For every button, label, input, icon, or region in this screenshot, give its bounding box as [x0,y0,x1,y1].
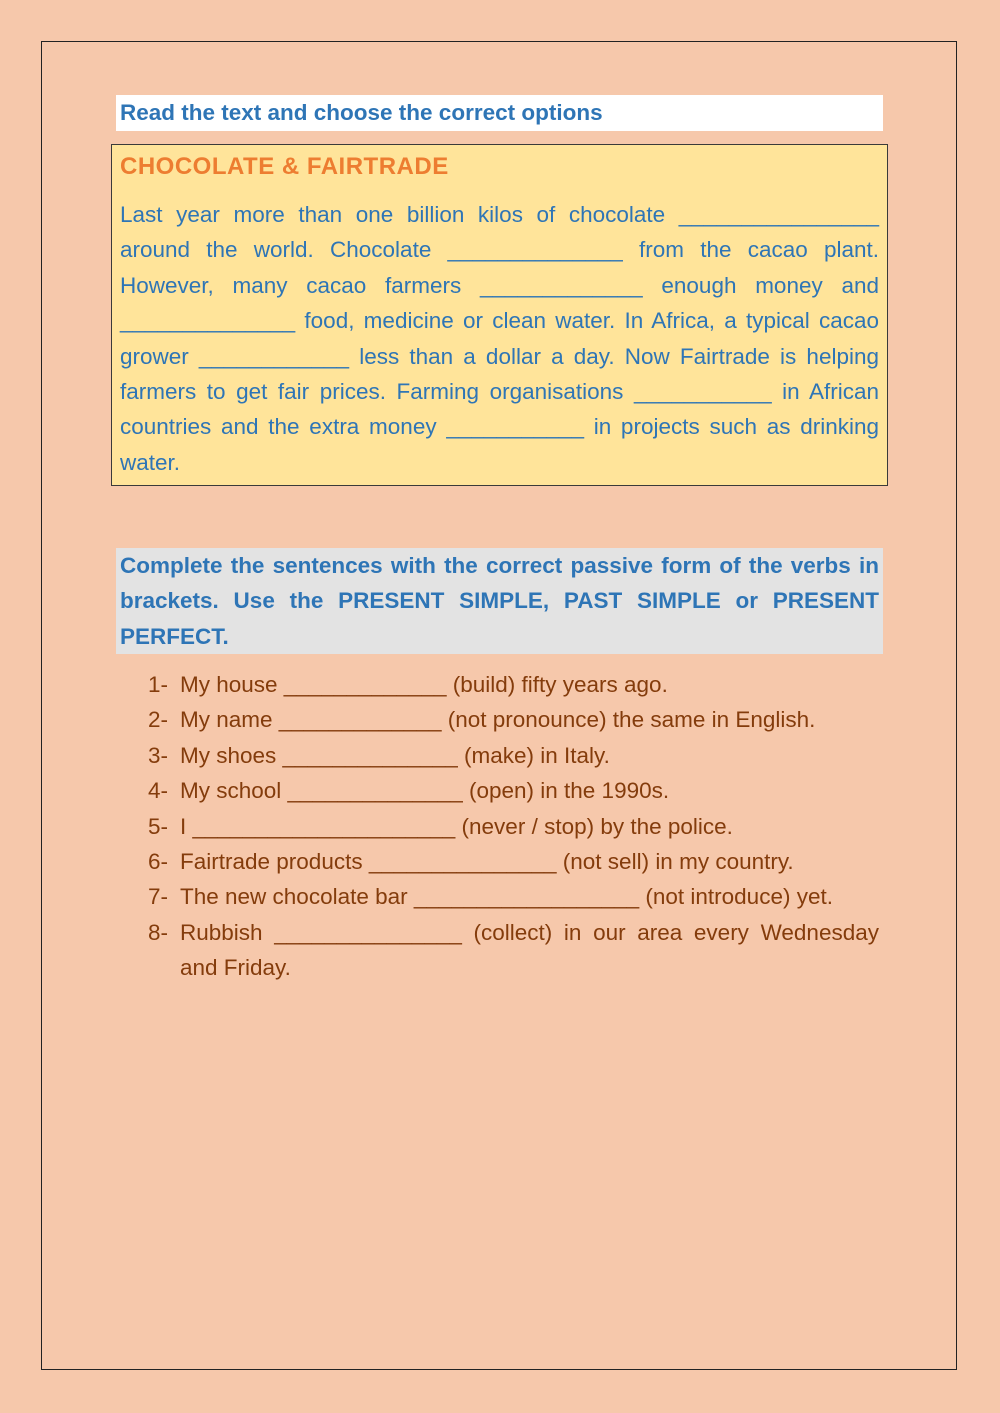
exercise-item [148,915,879,986]
exercise-item-text: My house _____________ (build) fifty years ago. [180,672,668,697]
exercise-item [148,809,879,844]
exercise-item [148,702,879,737]
exercise-item [148,879,879,914]
exercise-item-number: 5- [148,813,169,839]
exercise-item-number: 1- [148,672,169,697]
reading-text: Last year more than one billion kilos of chocolate ________________ around the world. Chocolate ______________ from the cacao plant. However, many cacao farmers _____________ enough money and ______________ food, medicine or clean water. In Africa, a typical cacao grower ____________ less than a dollar a day. Now Fairtrade is helping farmers to get fair prices. Farming organisations ___________ in African countries and the extra money ___________ in projects such as drinking water. [120,202,879,475]
exercise-instruction-box [116,548,883,654]
exercise-item-text: My name _____________ (not pronounce) the same in English. [180,707,816,733]
exercise-item-text: I _____________________ (never / stop) by the police. [180,813,733,839]
exercise-item-number: 8- [148,919,169,945]
exercise-item-number: 3- [148,742,169,768]
reading-title: CHOCOLATE & FAIRTRADE [120,153,449,180]
reading-instruction-header [116,95,883,131]
exercise-item-text: Fairtrade products _______________ (not sell) in my country. [180,849,794,875]
exercise-item-text: Rubbish _______________ (collect) in our area every Wednesday and Friday. [180,919,879,981]
exercise-item-number: 2- [148,707,169,733]
exercise-item [148,738,879,773]
exercise-item-text: My shoes ______________ (make) in Italy. [180,742,610,768]
exercise-instruction-text: Complete the sentences with the correct passive form of the verbs in brackets. Use the PRESENT SIMPLE, PAST SIMPLE or PRESENT PERFECT. [120,553,879,649]
exercise-item-text: The new chocolate bar __________________ (not introduce) yet. [180,884,833,910]
exercise-item-number: 4- [148,778,169,804]
exercise-item [148,844,879,879]
exercise-list [148,667,879,986]
reading-passage-box [111,144,888,486]
reading-instruction-text: Read the text and choose the correct options [120,100,603,125]
exercise-item [148,773,879,808]
exercise-item-number: 7- [148,884,169,910]
exercise-item-number: 6- [148,849,169,875]
exercise-item [148,667,879,702]
exercise-item-text: My school ______________ (open) in the 1990s. [180,778,670,804]
